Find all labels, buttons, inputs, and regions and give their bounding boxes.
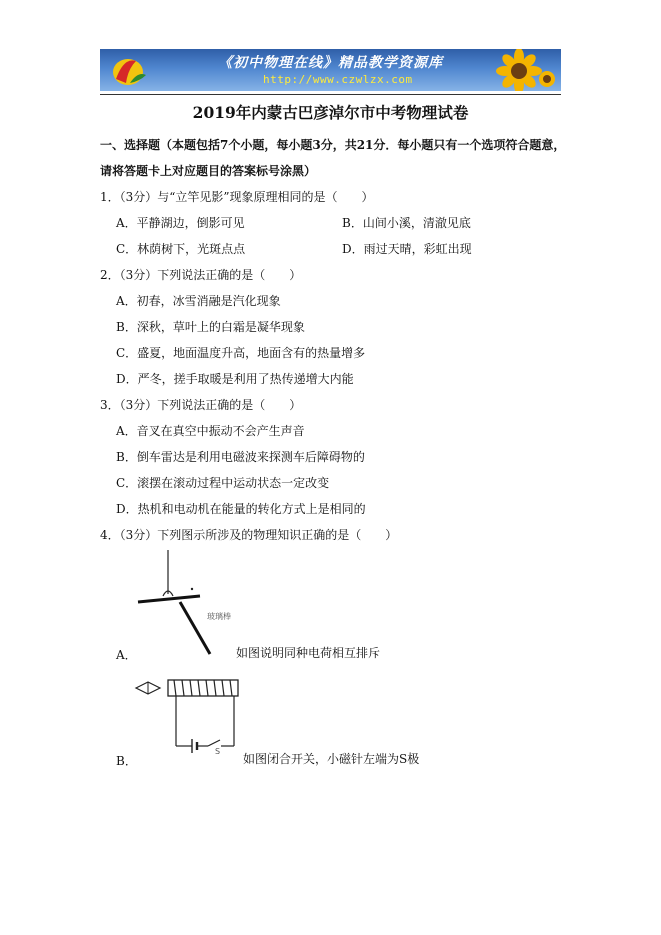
- question-3-option-a: A．音叉在真空中振动不会产生声音: [116, 424, 305, 438]
- question-2-stem: 2．（3分）下列说法正确的是（ ）: [100, 268, 302, 282]
- question-1-option-d: D．雨过天晴，彩虹出现: [342, 242, 472, 256]
- question-3-option-d: D．热机和电动机在能量的转化方式上是相同的: [116, 502, 366, 516]
- question-3-option-b: B．倒车雷达是利用电磁波来探测车后障碍物的: [116, 450, 365, 464]
- question-3-stem: 3．（3分）下列说法正确的是（ ）: [100, 398, 302, 412]
- header-banner: [100, 49, 561, 91]
- question-2-option-c: C．盛夏，地面温度升高，地面含有的热量增多: [116, 346, 366, 360]
- question-4-option-b: B．: [116, 754, 137, 768]
- logo-icon: [108, 53, 152, 87]
- figure-b-switch-label: S: [215, 747, 221, 756]
- question-4-option-b-text: 如图闭合开关，小磁针左端为S极: [243, 752, 420, 766]
- question-4-stem: 4．（3分）下列图示所涉及的物理知识正确的是（ ）: [100, 528, 398, 542]
- question-3-option-c: C．滚摆在滚动过程中运动状态一定改变: [116, 476, 330, 490]
- question-1-option-b: B．山间小溪，清澈见底: [342, 216, 471, 230]
- question-1-option-c: C．林荫树下，光斑点点: [116, 242, 246, 256]
- banner-url[interactable]: http://www.czwlzx.com: [263, 73, 413, 86]
- question-2-option-a: A．初春，冰雪消融是汽化现象: [116, 294, 281, 308]
- section-heading-line1: 一、选择题（本题包括7个小题，每小题3分，共21分．每小题只有一个选项符合题意，: [100, 138, 566, 152]
- figure-a-glass-rod-label: 玻璃棒: [207, 612, 231, 621]
- question-1-option-a: A．平静湖边，倒影可见: [116, 216, 245, 230]
- banner-title: 《初中物理在线》精品教学资源库: [218, 55, 443, 71]
- figure-b-electromagnet-circuit: [130, 676, 245, 756]
- page-title: 2019年内蒙古巴彦淖尔市中考物理试卷: [192, 103, 469, 122]
- question-2-option-b: B．深秋，草叶上的白霜是凝华现象: [116, 320, 305, 334]
- question-4-option-a: A．: [116, 648, 137, 662]
- header-rule: [100, 94, 561, 95]
- figure-a-charged-rods: [130, 550, 240, 660]
- question-1-stem: 1．（3分）与“立竿见影”现象原理相同的是（ ）: [100, 190, 374, 204]
- question-4-option-a-text: 如图说明同种电荷相互排斥: [236, 646, 381, 660]
- section-heading-line2: 请将答题卡上对应题目的答案标号涂黑）: [100, 164, 317, 178]
- question-2-option-d: D．严冬，搓手取暖是利用了热传递增大内能: [116, 372, 354, 386]
- sunflower-icon: [483, 49, 555, 91]
